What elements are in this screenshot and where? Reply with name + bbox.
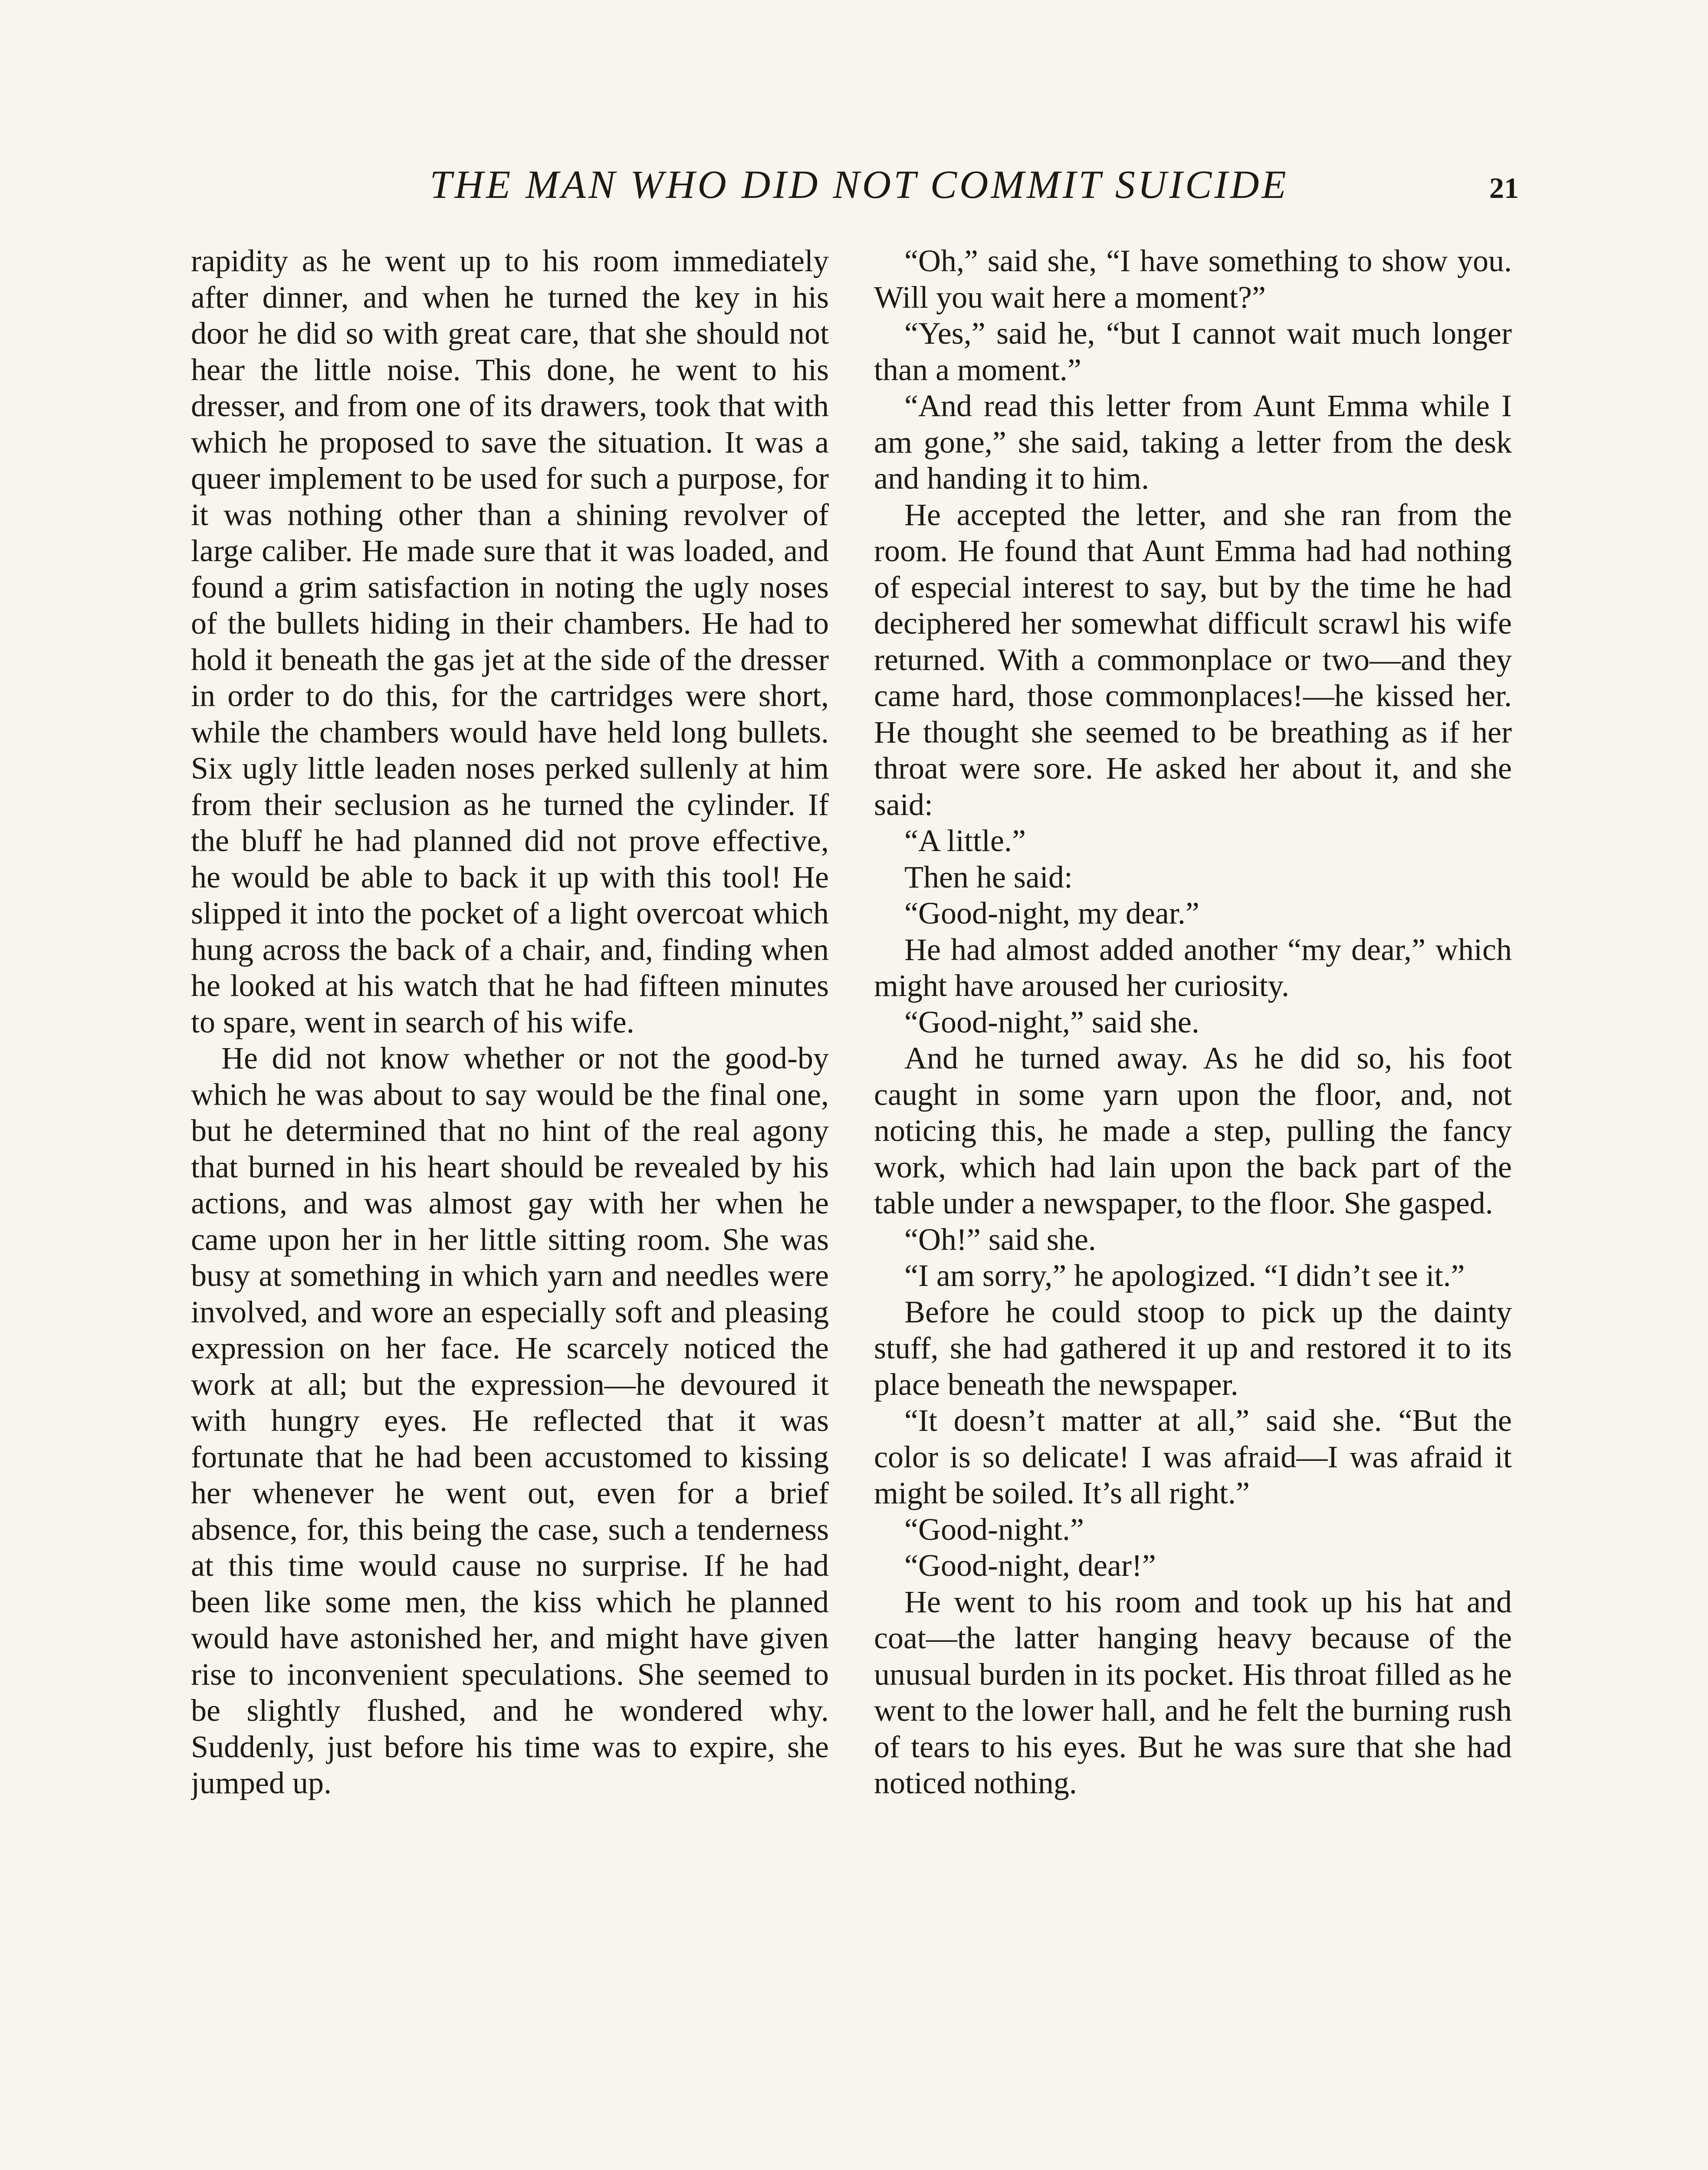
paragraph: “Good-night.” [904,1512,1084,1547]
paragraph: “I am sorry,” he apologized. “I didn’t see it.” [904,1258,1465,1293]
paragraph: “Good-night,” said she. [904,1004,1199,1039]
paragraph: “Good-night, dear!” [904,1548,1156,1583]
paragraph: Before he could stoop to pick up the dainty stuff, she had gathered it up and restored it to its place beneath the newspaper. [874,1294,1512,1402]
paragraph: “Good-night, my dear.” [904,896,1199,930]
page-number: 21 [1489,171,1519,204]
paragraph: “It doesn’t matter at all,” said she. “But the color is so delicate! I was afraid—I was afraid it might be soiled. It’s all right.” [874,1403,1512,1510]
paragraph: He did not know whether or not the good-by which he was about to say would be the final one, but he determined that no hint of the real agony that burned in his heart should be revealed by his actions, and was almost gay with her when he came upon her in her little sitting room. She was busy at something in which yarn and needles were involved, and wore an especially soft and pleasing expression on her face. He scarcely noticed the work at all; but the expression—he devoured it with hungry eyes. He reflected that it was fortunate that he had been accustomed to kissing her whenever he went out, even for a brief absence, for, this being the case, such a tenderness at this time would cause no surprise. If he had been like some men, the kiss which he planned would have astonished her, and might have given rise to inconvenient speculations. She seemed to be slightly flushed, and he wondered why. Suddenly, just before his time was to expire, she jumped up. [191,1041,829,1800]
paragraph: “Oh,” said she, “I have something to show you. Will you wait here a moment?” [874,243,1512,315]
running-head [0,156,1708,213]
paragraph: “Oh!” said she. [904,1222,1096,1257]
paragraph: “And read this letter from Aunt Emma while I am gone,” she said, taking a letter from the desk and handing it to him. [874,388,1512,496]
paragraph: rapidity as he went up to his room immediately after dinner, and when he turned the key in his door he did so with great care, that she should not hear the little noise. This done, he went to his dresser, and from one of its drawers, took that with which he proposed to save the situation. It was a queer implement to be used for such a purpose, for it was nothing other than a shining revolver of large caliber. He made sure that it was loaded, and found a grim satisfaction in noting the ugly noses of the bullets hiding in their chambers. He had to hold it beneath the gas jet at the side of the dresser in order to do this, for the cartridges were short, while the chambers would have held long bullets. Six ugly little leaden noses perked sullenly at him from their seclusion as he turned the cylinder. If the bluff he had planned did not prove effective, he would be able to back it up with this tool! He slipped it into the pocket of a light overcoat which hung across the back of a chair, and, finding when he looked at his watch that he had fifteen minutes to spare, went in search of his wife. [191,243,829,1039]
paragraph: “Yes,” said he, “but I cannot wait much longer than a moment.” [874,316,1512,387]
paragraph: He accepted the letter, and she ran from the room. He found that Aunt Emma had had nothing of especial interest to say, but by the time he had deciphered her somewhat difficult scrawl his wife returned. With a commonplace or two—and they came hard, those commonplaces!—he kissed her. He thought she seemed to be breathing as if her throat were sore. He asked her about it, and she said: [874,497,1512,822]
right-column [874,243,1512,2170]
running-title: THE MAN WHO DID NOT COMMIT SUICIDE [430,162,1289,207]
paragraph: He went to his room and took up his hat and coat—the latter hanging heavy because of the unusual burden in its pocket. His throat filled as he went to the lower hall, and he felt the burning rush of tears to his eyes. But he was sure that she had noticed nothing. [874,1584,1512,1800]
paragraph: “A little.” [904,823,1026,858]
paragraph: He had almost added another “my dear,” which might have aroused her curiosity. [874,932,1512,1003]
paragraph: Then he said: [904,859,1073,894]
paragraph: And he turned away. As he did so, his foot caught in some yarn upon the floor, and, not noticing this, he made a step, pulling the fancy work, which had lain upon the back part of the table under a newspaper, to the floor. She gasped. [874,1041,1512,1220]
left-column [191,243,829,2170]
